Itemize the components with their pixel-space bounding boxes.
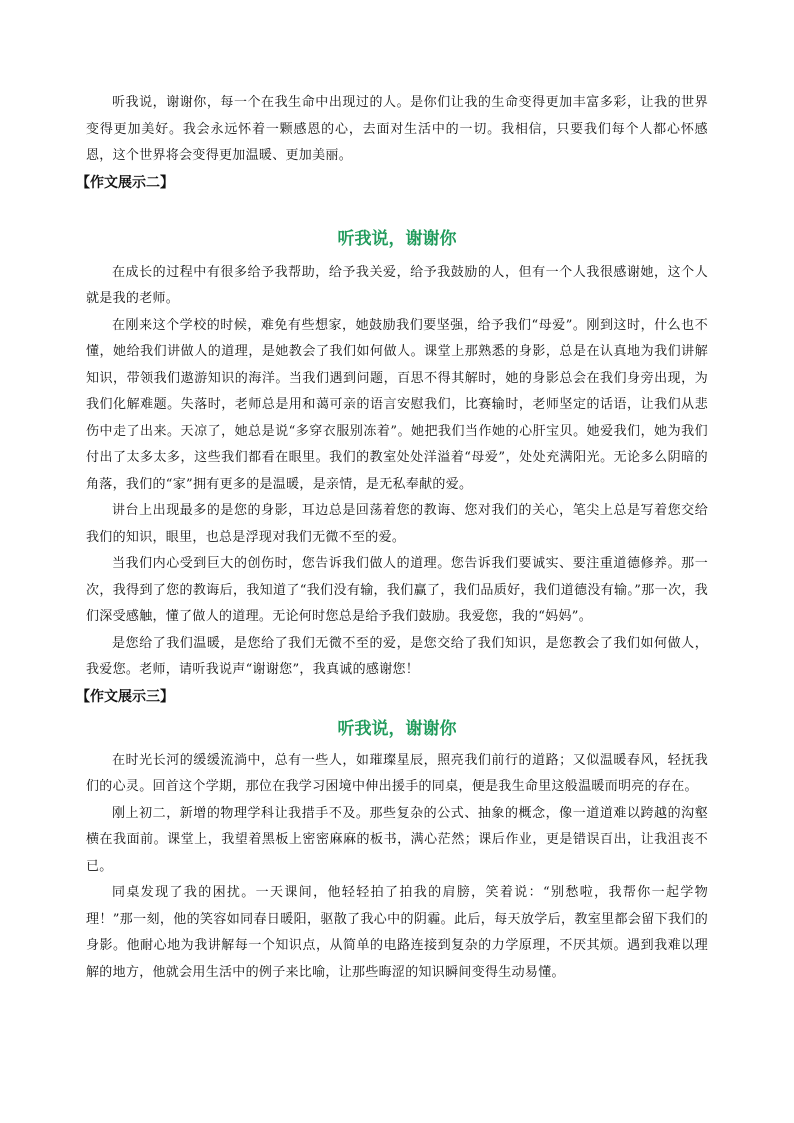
- essay-2-paragraph-4: 当我们内心受到巨大的创伤时，您告诉我们做人的道理。您告诉我们要诚实、要注重道德修养。那一次，我得到了您的教诲后，我知道了“我们没有输，我们赢了，我们品质好，我们道德没有输。”那一次，我们深受感触，懂了做人的道理。无论何时您总是给予我们鼓励。我爱您，我的“妈妈”。: [86, 556, 708, 624]
- essay-2-paragraph-2: 在刚来这个学校的时候，难免有些想家，她鼓励我们要坚强，给予我们“母爱”。刚到这时，什么也不懂，她给我们讲做人的道理，是她教会了我们如何做人。课堂上那熟悉的身影，总是在认真地为我们讲解知识，带领我们遨游知识的海洋。当我们遇到问题，百思不得其解时，她的身影总会在我们身旁出现，为我们化解难题。失落时，老师总是用和蔼可亲的语言安慰我们，比赛输时，老师坚定的话语，让我们从悲伤中走了出来。天凉了，她总是说“多穿衣服别冻着”。她把我们当作她的心肝宝贝。她爱我们，她为我们付出了太多太多，这些我们都看在眼里。我们的教室处处洋溢着“母爱”，处处充满阳光。无论多么阴暗的角落，我们的“家”拥有更多的是温暖，是亲情，是无私奉献的爱。: [86, 317, 708, 492]
- intro-paragraph: 听我说，谢谢你，每一个在我生命中出现过的人。是你们让我的生命变得更加丰富多彩，让我的世界变得更加美好。我会永远怀着一颗感恩的心，去面对生活中的一切。我相信，只要我们每个人都心怀感恩，这个世界将会变得更加温暖、更加美丽。: [86, 95, 708, 163]
- essay-3-paragraph-3: 同桌发现了我的困扰。一天课间，他轻轻拍了拍我的肩膀，笑着说：“别愁啦，我帮你一起学物理！”那一刻，他的笑容如同春日暖阳，驱散了我心中的阴霾。此后，每天放学后，教室里都会留下我们的身影。他耐心地为我讲解每一个知识点，从简单的电路连接到复杂的力学原理，不厌其烦。遇到我难以理解的地方，他就会用生活中的例子来比喻，让那些晦涩的知识瞬间变得生动易懂。: [86, 885, 708, 980]
- essay-2-tag: 【作文展示二】: [76, 174, 174, 191]
- essay-3: [76, 684, 708, 987]
- essay-2-paragraph-1: 在成长的过程中有很多给予我帮助，给予我关爱，给予我鼓励的人，但有一个人我很感谢她，这个人就是我的老师。: [86, 264, 708, 306]
- essay-2-paragraph-3: 讲台上出现最多的是您的身影，耳边总是回荡着您的教诲、您对我们的关心，笔尖上总是写着您交给我们的知识，眼里，也总是浮现对我们无微不至的爱。: [86, 503, 708, 545]
- essay-3-title: 听我说，谢谢你: [337, 718, 457, 739]
- essay-3-tag: 【作文展示三】: [76, 688, 174, 705]
- essay-2: [76, 170, 708, 684]
- essay-2-paragraph-5: 是您给了我们温暖，是您给了我们无微不至的爱，是您交给了我们知识，是您教会了我们如何做人，我爱您。老师，请听我说声“谢谢您”，我真诚的感谢您！: [86, 635, 708, 677]
- essay-3-paragraph-2: 刚上初二，新增的物理学科让我措手不及。那些复杂的公式、抽象的概念，像一道道难以跨越的沟壑横在我面前。课堂上，我望着黑板上密密麻麻的板书，满心茫然；课后作业，更是错误百出，让我沮丧不已。: [86, 805, 708, 874]
- essay-2-title: 听我说，谢谢你: [337, 228, 457, 249]
- essay-3-paragraph-1: 在时光长河的缓缓流淌中，总有一些人，如璀璨星辰，照亮我们前行的道路；又似温暖春风，轻抚我们的心灵。回首这个学期，那位在我学习困境中伸出援手的同桌，便是我生命里这般温暖而明亮的存在。: [86, 752, 708, 794]
